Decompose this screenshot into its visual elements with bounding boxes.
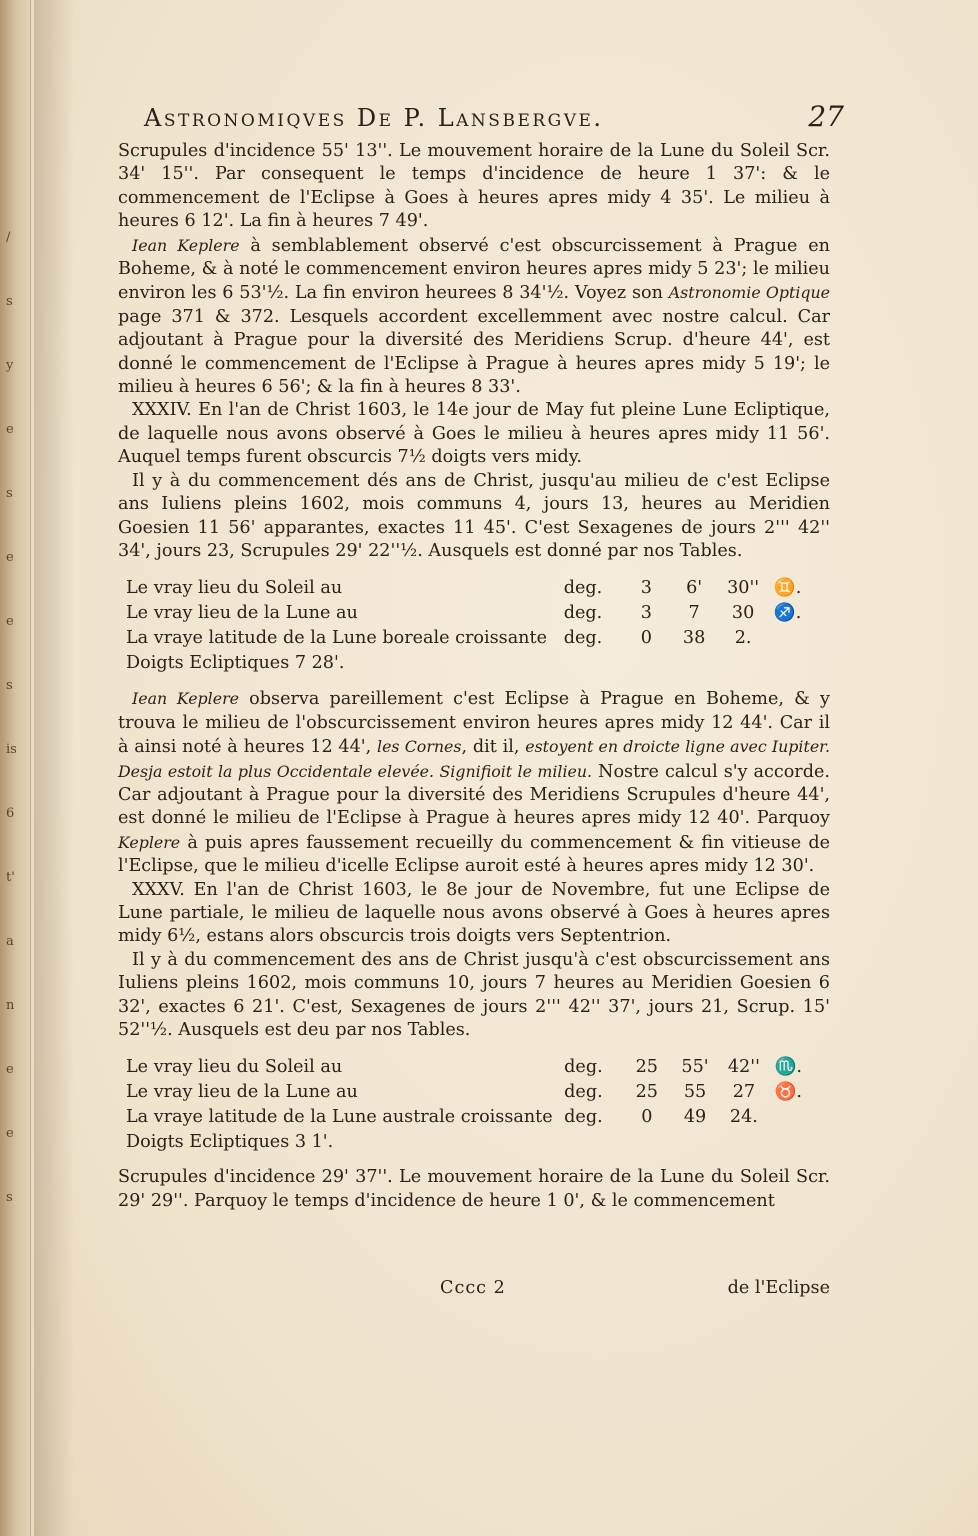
table-row (126, 575, 830, 600)
value-seconds: 30'' (727, 577, 760, 598)
value-degrees (623, 1129, 671, 1154)
paragraph: Scrupules d'incidence 29' 37''. Le mouvement horaire de la Lune du Soleil Scr. 29' 29''. Parquoy le temps d'incidence de heure 1 0', & le commencement (118, 1167, 830, 1211)
paragraph: Scrupules d'incidence 55' 13''. Le mouvement horaire de la Lune du Soleil Scr. 34' 15''. Par consequent le temps d'incidence de heure 1 37': & le commencement de l'Eclipse à Goes à heures apres midy 4 35'. Le milieu à heures 6 12'. La fin à heures 7 49'. (118, 141, 830, 232)
paragraph: XXXIV. En l'an de Christ 1603, le 14e jour de May fut pleine Lune Ecliptique, de laquelle nous avons observé à Goes le milieu à heures apres midy 11 56'. Auquel temps furent obscurcis 7½ doigts vers midy. (118, 400, 830, 468)
row-label: Le vray lieu de la Lune au (126, 1082, 358, 1102)
running-title: Astronomiqves De P. Lansbergve. (144, 104, 604, 132)
paragraph: Il y à du commencement dés ans de Christ, jusqu'au milieu de c'est Eclipse ans Iuliens pleins 1602, mois communs 4, jours 13, heures au Meridien Goesien 11 56' apparantes, exactes 11 45'. C'est Sexagenes de jours 2''' 42'' 34', jours 23, Scrupules 29' 22''½. Ausquels est donné par nos Tables. (118, 470, 830, 561)
value-degrees: 25 (635, 1057, 658, 1077)
position-table-2 (126, 1054, 830, 1154)
value-minutes: 38 (682, 627, 706, 648)
table-row (126, 1054, 830, 1079)
value-degrees: 0 (641, 1107, 653, 1127)
catchword: de l'Eclipse (727, 1278, 830, 1298)
zodiac-sign (768, 650, 830, 675)
margin-bleed-glyph: e (6, 1126, 14, 1141)
margin-bleed-glyph: s (6, 294, 13, 309)
table-row (126, 1104, 830, 1129)
margin-bleed-glyph: e (6, 422, 14, 437)
margin-bleed-glyph: 6 (6, 806, 15, 821)
italic-name: Iean Keplere (132, 689, 239, 709)
margin-bleed-glyph: e (6, 614, 14, 629)
italic-name: Iean Keplere (132, 235, 240, 255)
zodiac-sign (769, 1129, 831, 1154)
row-unit: deg. (564, 1057, 603, 1077)
value-minutes (670, 650, 718, 675)
paragraph-text: à semblablement observé c'est obscurcissement à Prague en Boheme, & à noté le commencement environ heures apres midy 5 23'; le milieu environ les 6 53'½. La fin environ heurees 8 34'½. Voyez son (118, 235, 830, 304)
value-minutes: 7 (688, 602, 700, 623)
row-label: Le vray lieu du Soleil au (126, 1057, 343, 1077)
row-unit: deg. (563, 627, 603, 648)
value-degrees: 3 (640, 602, 652, 623)
paragraph-text: page 371 & 372. Lesquels accordent excellemment avec nostre calcul. Car adjoutant à Prague pour la diversité des Meridiens Scrup. d'heure 44', est donné le commencement de l'Eclipse à Prague à heures apres midy 5 19'; le milieu à heures 6 56'; & la fin à heures 8 33'. (118, 306, 830, 398)
value-seconds: 42'' (727, 1057, 760, 1077)
position-table-1 (126, 575, 830, 675)
row-label: La vraye latitude de la Lune boreale croissante (126, 627, 547, 648)
paragraph (118, 687, 830, 878)
margin-bleed-glyph: / (6, 230, 11, 245)
table-row (126, 1079, 830, 1104)
page-footer (118, 1278, 830, 1302)
value-degrees: 25 (635, 1082, 658, 1102)
italic-title: Astronomie Optique (668, 283, 831, 303)
value-seconds (719, 1129, 768, 1154)
italic-name: Keplere (118, 832, 181, 852)
margin-bleed-glyph: n (6, 998, 15, 1013)
row-unit: deg. (563, 577, 603, 598)
signature-mark: Cccc 2 (440, 1278, 506, 1298)
italic-quote: les Cornes (377, 737, 462, 757)
row-unit: deg. (564, 1107, 603, 1127)
body-text (118, 140, 830, 1213)
table-row (126, 650, 830, 675)
facing-page-edge (0, 0, 31, 1536)
paragraph-text: Nostre calcul s'y accorde. Car adjoutant à Prague pour la diversité des Meridiens Scrupules d'heure 44', est donné le milieu de l'Eclipse à Prague à heures apres midy 12 40'. Parquoy (118, 761, 830, 829)
zodiac-sign: ♏. (774, 1057, 802, 1077)
row-label: Le vray lieu du Soleil au (126, 577, 343, 598)
row-unit: deg. (563, 602, 603, 623)
value-seconds: 2. (734, 627, 752, 648)
value-degrees: 3 (640, 577, 652, 598)
row-unit: deg. (564, 1082, 603, 1102)
table-row (126, 625, 830, 650)
zodiac-sign: ♉. (774, 1082, 802, 1102)
running-header (144, 100, 844, 133)
row-label: Doigts Ecliptiques 7 28'. (126, 652, 345, 673)
zodiac-sign (769, 1104, 831, 1129)
paragraph: XXXV. En l'an de Christ 1603, le 8e jour de Novembre, fut une Eclipse de Lune partiale, le milieu de laquelle nous avons observé à Goes à heures apres midy 6½, estans alors obscurcis trois doigts vers Septentrion. (118, 879, 830, 947)
paragraph-text: , dit il, (461, 737, 526, 758)
row-unit (564, 650, 623, 675)
margin-bleed-glyph: s (6, 678, 13, 693)
value-seconds: 24. (729, 1107, 758, 1127)
zodiac-sign: ♊. (773, 577, 802, 598)
margin-bleed-glyph: a (6, 934, 14, 949)
paragraph: Il y à du commencement des ans de Christ jusqu'à c'est obscurcissement ans Iuliens pleins 1602, mois communs 10, jours 7 heures au Meridien Goesien 6 32', exactes 6 21'. C'est, Sexagenes de jours 2''' 42'' 37', jours 21, Scrup. 15' 52''½. Ausquels est deu par nos Tables. (118, 949, 830, 1040)
value-degrees (623, 650, 670, 675)
row-unit (564, 1129, 623, 1154)
paragraph-text: à puis apres faussement recueilly du commencement & fin vitieuse de l'Eclipse, que le milieu d'icelle Eclipse auroit esté à heures apres midy 12 30'. (118, 832, 830, 877)
book-page (34, 0, 978, 1536)
italic-quote: estoyent en droicte ligne avec Iupiter. Desja estoit la plus Occidentale elevée. Signifioit le milieu. (118, 737, 830, 781)
value-seconds (718, 650, 768, 675)
value-minutes: 55 (683, 1082, 707, 1102)
value-minutes: 55' (681, 1057, 709, 1077)
value-minutes (671, 1129, 720, 1154)
value-minutes: 49 (683, 1107, 707, 1127)
margin-bleed-glyph: e (6, 1062, 14, 1077)
margin-bleed-glyph: y (6, 358, 14, 373)
paragraph (118, 234, 830, 400)
gutter-shadow (34, 0, 74, 1536)
table-row (126, 600, 830, 625)
row-label: La vraye latitude de la Lune australe croissante (126, 1107, 553, 1127)
table-row (126, 1129, 830, 1154)
value-degrees: 0 (640, 627, 652, 648)
margin-bleed-glyph: is (6, 742, 17, 757)
margin-bleed-glyph: t' (6, 870, 15, 885)
margin-bleed-glyph: e (6, 550, 14, 565)
margin-bleed-glyph: s (6, 1190, 13, 1205)
page-number: 27 (808, 100, 844, 133)
zodiac-sign: ♐. (773, 602, 802, 623)
value-minutes: 6' (686, 577, 703, 598)
value-seconds: 27 (732, 1082, 756, 1102)
margin-bleed-glyph: s (6, 486, 13, 501)
zodiac-sign (768, 625, 830, 650)
paragraph-text: observa pareillement c'est Eclipse à Prague en Boheme, & y trouva le milieu de l'obscurcissement environ heures apres midy 12 44'. Car il à ainsi noté à heures 12 44', (118, 689, 830, 758)
row-label: Doigts Ecliptiques 3 1'. (126, 1132, 334, 1152)
row-label: Le vray lieu de la Lune au (126, 602, 358, 623)
value-seconds: 30 (731, 602, 755, 623)
